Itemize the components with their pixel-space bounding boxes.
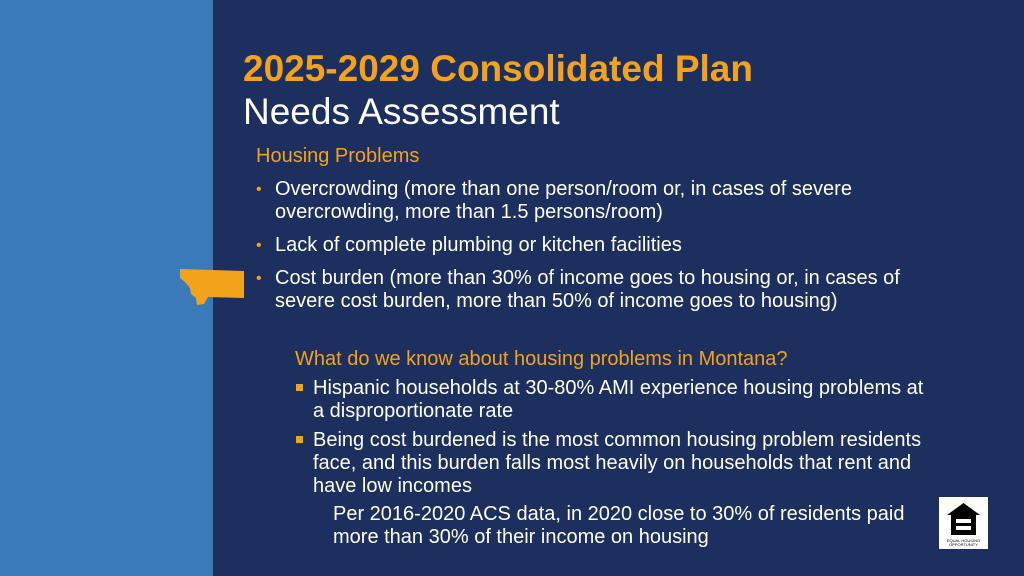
- page-subtitle: Needs Assessment: [243, 91, 560, 132]
- square-bullet-icon: [296, 384, 303, 391]
- page-title: 2025-2029 Consolidated Plan: [243, 48, 753, 89]
- list-item: [295, 377, 935, 423]
- list-item: [256, 234, 956, 257]
- acs-data-note: Per 2016-2020 ACS data, in 2020 close to 30% of residents paid more than 30% of their income on housing: [333, 503, 905, 548]
- bullet-icon: •: [256, 270, 262, 287]
- list-item: [295, 429, 935, 498]
- housing-problems-list: [256, 178, 956, 323]
- list-item-text: Being cost burdened is the most common housing problem residents face, and this burden falls most heavily on households that rent and have low incomes: [313, 429, 922, 497]
- square-bullet-icon: [296, 436, 303, 443]
- list-item: [256, 267, 956, 313]
- bullet-icon: •: [256, 181, 262, 198]
- equal-housing-label: EQUAL HOUSING OPPORTUNITY: [946, 538, 981, 547]
- montana-question: What do we know about housing problems in Montana?: [295, 348, 788, 370]
- section-heading: Housing Problems: [256, 145, 420, 167]
- montana-findings-list: [295, 377, 935, 504]
- list-item: [256, 178, 956, 224]
- list-item-text: Overcrowding (more than one person/room or, in cases of severe overcrowding, more than 1.5 persons/room): [275, 178, 852, 223]
- equal-housing-icon: [939, 497, 988, 549]
- list-item-text: Lack of complete plumbing or kitchen facilities: [275, 234, 682, 256]
- bullet-icon: •: [256, 237, 262, 254]
- list-item-text: Hispanic households at 30-80% AMI experience housing problems at a disproportionate rate: [313, 377, 924, 422]
- montana-state-icon: [178, 268, 246, 308]
- list-item-text: Cost burden (more than 30% of income goes to housing or, in cases of severe cost burden, more than 50% of income goes to housing): [275, 267, 900, 312]
